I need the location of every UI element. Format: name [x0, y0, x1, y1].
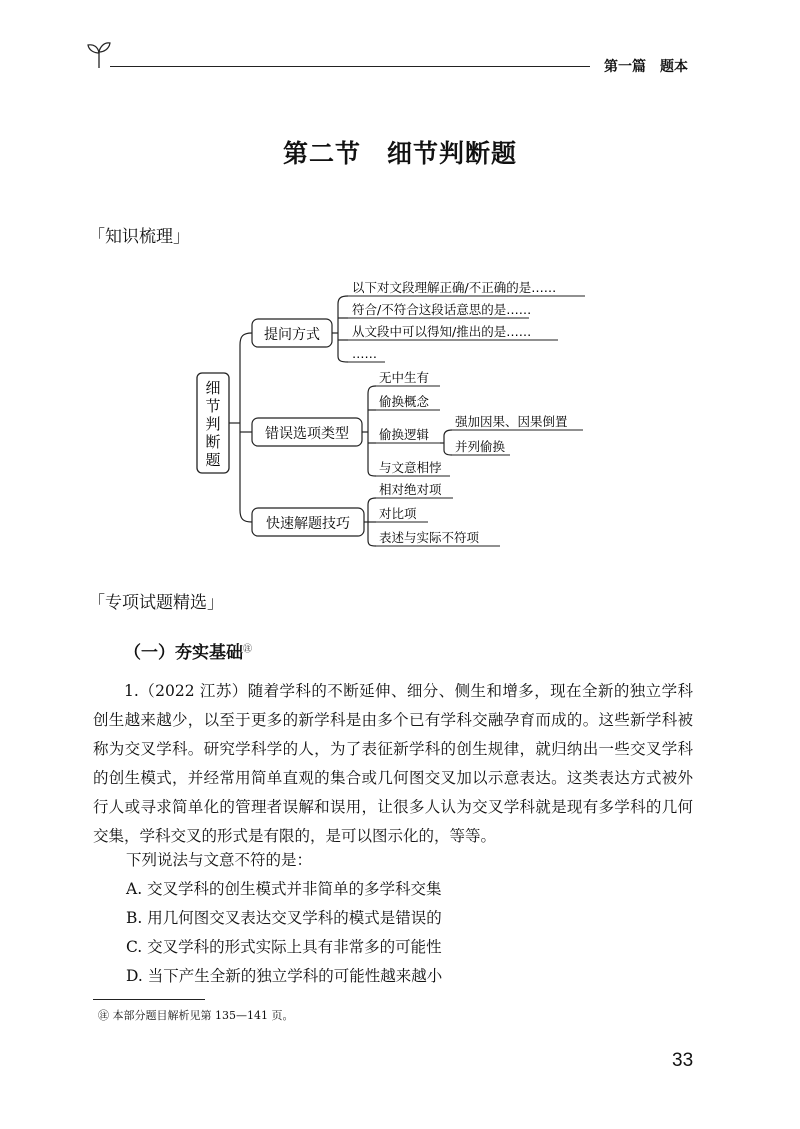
running-header-title: 第一篇 题本: [604, 59, 688, 75]
mindmap-root-char: 题: [205, 451, 221, 469]
question-stem: 1.（2022 江苏）随着学科的不断延伸、细分、侧生和增多，现在全新的独立学科创生越来越少，以至于更多的新学科是由多个已有学科交融孕育而成的。这些新学科被称为交叉学科。研究学科学的人，为了表征新学科的创生规律，就归纳出一些交叉学科的创生模式，并经常用简单直观的集合或几何图交叉加以示意表达。这类表达方式被外行人或寻求简单化的管理者误解和误用，让很多人认为交叉学科就是现有多学科的几何交集，学科交叉的形式是有限的，是可以图示化的，等等。: [93, 682, 693, 845]
mindmap-root-char: 判: [205, 415, 221, 433]
branch-label-quick-solve: 快速解题技巧: [266, 516, 350, 532]
option-b: B. 用几何图交叉表达交叉学科的模式是错误的: [126, 909, 442, 927]
option-d: D. 当下产生全新的独立学科的可能性越来越小: [126, 967, 443, 985]
mindmap-root-char: 断: [205, 433, 221, 451]
bracket-close: 」: [207, 593, 224, 613]
option-a: A. 交叉学科的创生模式并非简单的多学科交集: [126, 880, 442, 898]
mindmap-trunk: [240, 333, 252, 522]
footnote-rule: [93, 999, 205, 1000]
footnote-mark: ㊟: [243, 644, 253, 655]
subheading-text: （一）夯实基础: [124, 643, 243, 663]
footnote: ㊟ 本部分题目解析见第 135—141 页。: [98, 1009, 294, 1022]
page-number: 33: [672, 1050, 694, 1071]
subheading-foundation: [124, 638, 252, 663]
logic-swap-item: 并列偷换: [455, 439, 506, 454]
wrong-option-type: 偷换概念: [379, 394, 430, 409]
bracket-close: 」: [173, 227, 190, 247]
branch-label-wrong-option-types: 错误选项类型: [265, 426, 349, 442]
practice-heading-text: 专项试题精选: [105, 593, 207, 613]
mindmap-root-char: 细: [205, 379, 221, 397]
section-title: 第二节 细节判断题: [282, 139, 517, 168]
bracket-open: 「: [88, 227, 105, 247]
branch-label-question-style: 提问方式: [264, 327, 320, 343]
wrong-option-type: 偷换逻辑: [379, 427, 430, 442]
question-style-item: 以下对文段理解正确/不正确的是……: [352, 280, 557, 295]
question-style-item: 从文段中可以得知/推出的是……: [352, 324, 532, 339]
question-style-item: ……: [352, 346, 377, 361]
quick-solve-item: 对比项: [379, 506, 417, 521]
knowledge-heading-text: 知识梳理: [105, 227, 173, 247]
question-prompt: 下列说法与文意不符的是：: [126, 851, 313, 869]
bracket-open: 「: [88, 593, 105, 613]
quick-solve-item: 表述与实际不符项: [379, 530, 480, 545]
option-c: C. 交叉学科的形式实际上具有非常多的可能性: [126, 938, 442, 956]
practice-heading: [88, 588, 224, 613]
quick-solve-item: 相对绝对项: [379, 482, 442, 497]
wrong-option-type: 与文意相悖: [379, 460, 442, 475]
wrong-option-type: 无中生有: [379, 370, 430, 385]
mindmap-root-char: 节: [205, 397, 221, 415]
logic-swap-item: 强加因果、因果倒置: [455, 414, 568, 429]
question-style-item: 符合/不符合这段话意思的是……: [352, 302, 532, 317]
